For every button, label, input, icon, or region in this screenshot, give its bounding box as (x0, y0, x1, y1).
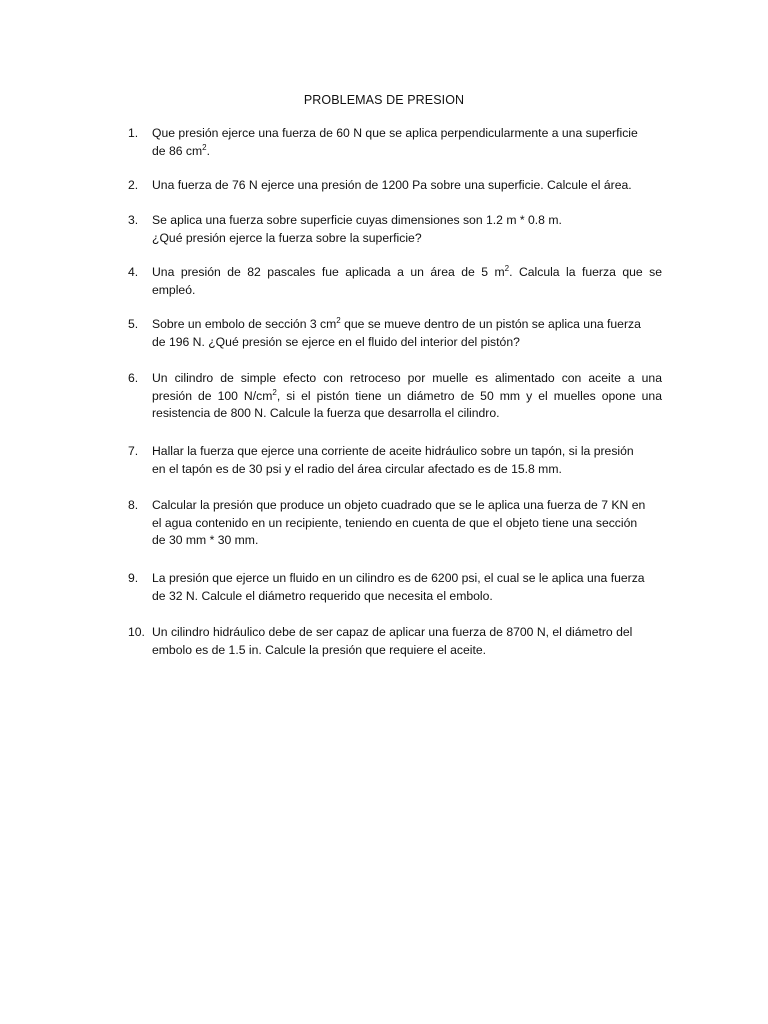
problem-item (128, 212, 662, 247)
problem-number: 9. (128, 571, 139, 585)
problem-line: Un cilindro hidráulico debe de ser capaz de aplicar una fuerza de 8700 N, el diámetro del (152, 625, 633, 639)
problem-line: ¿Qué presión ejerce la fuerza sobre la superficie? (152, 230, 422, 245)
problem-item (128, 125, 662, 160)
problem-item (128, 264, 662, 299)
problem-item (128, 497, 662, 550)
problem-number: 7. (128, 444, 139, 458)
problem-number: 2. (128, 178, 139, 192)
problem-line: Sobre un embolo de sección 3 $cm^2$ que se mueve dentro de un pistón se aplica una fuerza (152, 315, 641, 331)
problem-number: 3. (128, 213, 139, 227)
problem-line: Una presión de 82 pascales fue aplicada a un área de 5 $m^2$. Calcula la fuerza que se (152, 263, 662, 279)
problem-line: empleó. (152, 282, 196, 297)
superscript: 2 (504, 263, 510, 273)
problem-line: de 196 N. ¿Qué presión se ejerce en el fluido del interior del pistón? (152, 334, 520, 349)
problem-line: Que presión ejerce una fuerza de 60 N que se aplica perpendicularmente a una superficie (152, 126, 638, 140)
problem-number: 8. (128, 498, 139, 512)
problem-item (128, 177, 662, 195)
problem-line: Una fuerza de 76 N ejerce una presión de 1200 Pa sobre una superficie. Calcule el área. (152, 178, 632, 192)
problem-line: embolo es de 1.5 in. Calcule la presión que requiere el aceite. (152, 642, 487, 657)
problem-line: de 30 mm * 30 mm. (152, 533, 259, 547)
problem-line: de 32 N. Calcule el diámetro requerido que necesita el embolo. (152, 588, 493, 603)
problem-number: 5. (128, 317, 139, 331)
problem-line: La presión que ejerce un fluido en un cilindro es de 6200 psi, el cual se le aplica una fuerza (152, 571, 645, 585)
problem-line: resistencia de 800 N. Calcule la fuerza que desarrolla el cilindro. (152, 406, 500, 420)
problem-number: 4. (128, 265, 139, 279)
problem-line: en el tapón es de 30 psi y el radio del área circular afectado es de 15.8 mm. (152, 461, 562, 476)
problem-number: 6. (128, 371, 139, 385)
problem-line: Hallar la fuerza que ejerce una corriente de aceite hidráulico sobre un tapón, si la presión (152, 444, 634, 458)
problem-item (128, 316, 662, 351)
problem-number: 1. (128, 126, 139, 140)
problem-line: Un cilindro de simple efecto con retroceso por muelle es alimentado con aceite a una (152, 371, 662, 385)
superscript: 2 (202, 142, 207, 152)
problem-line: Se aplica una fuerza sobre superficie cuyas dimensiones son 1.2 m * 0.8 m. (152, 213, 562, 227)
problem-number: 10. (128, 625, 145, 639)
problem-line: Calcular la presión que produce un objeto cuadrado que se le aplica una fuerza de 7 KN en (152, 498, 646, 512)
problem-item (128, 370, 662, 423)
superscript: 2 (272, 387, 277, 397)
problem-line: de 86 $cm^2$. (152, 142, 210, 158)
problem-item (128, 624, 662, 659)
problem-line: el agua contenido en un recipiente, teniendo en cuenta de que el objeto tiene una sección (152, 515, 638, 530)
page-title: PROBLEMAS DE PRESION (303, 93, 465, 107)
problem-line: presión de 100 $N/cm^2$, si el pistón tiene un diámetro de 50 mm y el muelles opone una (152, 387, 662, 403)
problem-item (128, 570, 662, 605)
superscript: 2 (336, 315, 341, 325)
problem-item (128, 443, 662, 478)
